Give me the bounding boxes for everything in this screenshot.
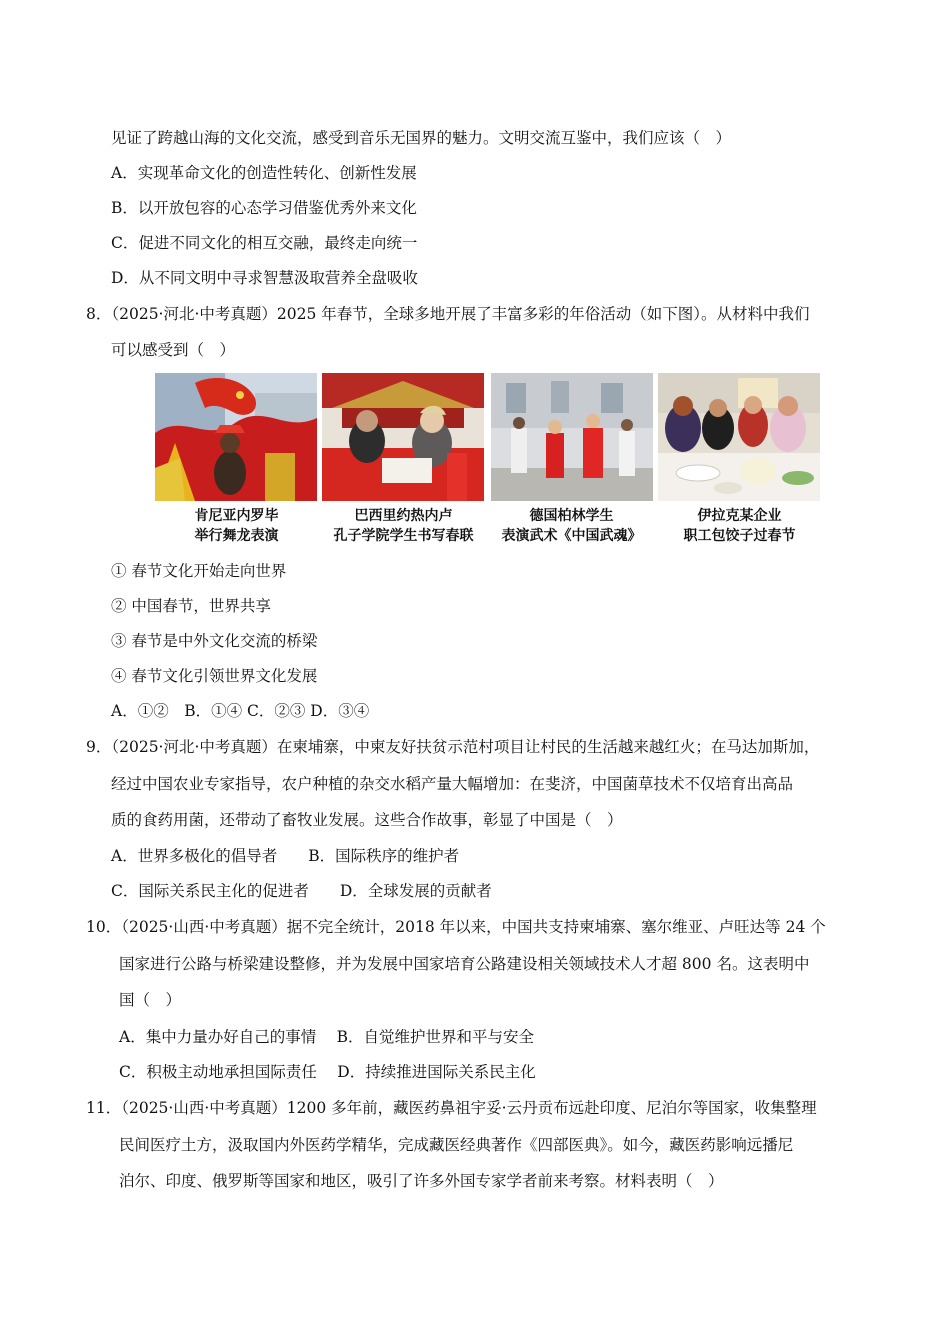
q7-option-d: D．从不同文明中寻求智慧汲取营养全盘吸收 [111,269,418,287]
q10-stem-line3: 国（ ） [119,991,182,1009]
q8-stem-line2: 可以感受到（ ） [111,341,236,359]
photo-caption-1: 肯尼亚内罗毕 举行舞龙表演 [194,508,279,544]
photo-caption-4: 伊拉克某企业 职工包饺子过春节 [683,508,796,544]
q10-stem-line2: 国家进行公路与桥梁建设整修，并为发展中国家培育公路建设相关领域技术人才超 800 名。这表明中 [119,955,810,973]
q7-option-a: A．实现革命文化的创造性转化、创新性发展 [111,164,417,182]
q7-option-b: B．以开放包容的心态学习借鉴优秀外来文化 [111,199,417,217]
q8-statement-1: ① 春节文化开始走向世界 [111,562,287,580]
q10-options-row2: C．积极主动地承担国际责任 D．持续推进国际关系民主化 [119,1063,536,1081]
q11-stem-line2: 民间医疗土方，汲取国内外医药学精华，完成藏医经典著作《四部医典》。如今，藏医药影响远播尼 [119,1136,794,1154]
photo-making-dumplings [658,373,820,501]
q9-options-row1: A．世界多极化的倡导者 B．国际秩序的维护者 [111,847,460,865]
q11-stem-line1: 11．（2025·山西·中考真题）1200 多年前，藏医药鼻祖宇妥·云丹贡布远赴印度、尼泊尔等国家，收集整理 [86,1099,817,1117]
q8-statement-2: ② 中国春节，世界共享 [111,597,271,615]
photo-martial-arts [491,373,653,501]
q9-stem-line3: 质的食药用菌，还带动了畜牧业发展。这些合作故事，彰显了中国是（ ） [111,811,623,829]
q9-stem-line2: 经过中国农业专家指导，农户种植的杂交水稻产量大幅增加：在斐济，中国菌草技术不仅培育出高品 [111,775,794,793]
q7-stem-tail: 见证了跨越山海的文化交流，感受到音乐无国界的魅力。文明交流互鉴中，我们应该（ ） [111,129,732,147]
photo-dragon-dance [155,373,317,501]
photo-caption-2: 巴西里约热内卢 孔子学院学生书写春联 [333,508,474,544]
photo-caption-3: 德国柏林学生 表演武术《中国武魂》 [501,508,642,544]
q8-statement-4: ④ 春节文化引领世界文化发展 [111,667,318,685]
q11-stem-line3: 泊尔、印度、俄罗斯等国家和地区，吸引了许多外国专家学者前来考察。材料表明（ ） [119,1172,724,1190]
q8-statement-3: ③ 春节是中外文化交流的桥梁 [111,632,318,650]
q10-stem-line1: 10．（2025·山西·中考真题）据不完全统计，2018 年以来，中国共支持柬埔寨、塞尔维亚、卢旺达等 24 个 [86,918,826,936]
q10-options-row1: A．集中力量办好自己的事情 B．自觉维护世界和平与安全 [119,1028,535,1046]
q9-options-row2: C．国际关系民主化的促进者 D．全球发展的贡献者 [111,882,492,900]
q8-photo-strip [155,373,821,548]
q8-options: A．①② B．①④ C．②③ D．③④ [111,702,370,720]
photo-writing-couplets [322,373,484,501]
q7-option-c: C．促进不同文化的相互交融，最终走向统一 [111,234,418,252]
q9-stem-line1: 9．（2025·河北·中考真题）在柬埔寨，中柬友好扶贫示范村项目让村民的生活越来越红火；在马达加斯加， [86,738,820,756]
q8-stem-line1: 8．（2025·河北·中考真题）2025 年春节，全球多地开展了丰富多彩的年俗活动（如下图）。从材料中我们 [86,305,810,323]
